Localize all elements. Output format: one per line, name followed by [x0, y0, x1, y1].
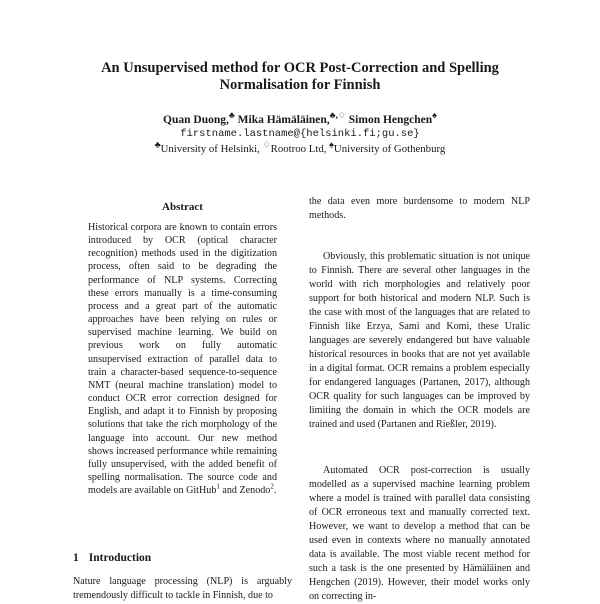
- footnote-marker: 2: [270, 482, 274, 491]
- spade-mark: ♠: [432, 110, 437, 121]
- affiliations: [60, 139, 540, 156]
- diamond-mark: ♢: [262, 139, 271, 150]
- section-number: 1: [73, 552, 79, 564]
- right-column-paragraph: Automated OCR post-correction is usually modelled as a supervised machine learning problem where a model is trained with parallel data consisting of OCR erroneous text and manually corrected text. However, we want to develop a method that can be used even in contexts where no manually annotated data is available. The most viable recent method for such a task is the one presented by Hämäläinen and Hengchen (2019). However, their model works only on correcting in-: [309, 465, 530, 602]
- author-name: Quan Duong,: [163, 114, 229, 126]
- author-email: firstname.lastname@{helsinki.fi;gu.se}: [180, 128, 420, 140]
- section-heading: [73, 552, 283, 564]
- author-list: [60, 110, 540, 127]
- right-column-continuation: the data even more burdensome to modern NLP methods.: [309, 196, 530, 221]
- club-mark: ♣: [154, 139, 161, 150]
- abstract-text-end: .: [273, 485, 277, 497]
- author-name: Simon Hengchen: [348, 114, 433, 126]
- club-mark: ♣: [228, 110, 235, 121]
- abstract-body: [88, 221, 277, 497]
- author-name: Mika Hämäläinen,: [237, 114, 330, 126]
- section-title: Introduction: [88, 552, 152, 564]
- abstract-heading: Abstract: [162, 201, 203, 213]
- intro-paragraph: Nature language processing (NLP) is arguably tremendously difficult to tackle in Finnish, due to: [73, 576, 292, 601]
- affiliation: Rootroo Ltd,: [270, 143, 330, 155]
- club-diamond-mark: ♣,♢: [329, 110, 346, 121]
- footnote-marker: 1: [216, 482, 220, 491]
- right-column-paragraph: Obviously, this problematic situation is not unique to Finnish. There are several other languages in the world with rich morphologies and relatively poor support for both historical and modern NLP. Such is the case with most of the languages that are related to Finnish like Erzya, Sami and Komi, these Uralic languages are severely endangered but have valuable historical resources in books that are not yet available in a digital format. OCR remains a problem especially for endangered languages (Partanen, 2017), although OCR quality for such languages can be improved by limiting the domain in which the OCR models are trained and used (Partanen and Rießler, 2019).: [309, 251, 530, 430]
- abstract-text: Historical corpora are known to contain errors introduced by OCR (optical character recognition) methods used in the digitization process, often said to be degrading the performance of NLP systems. Correcting these errors manually is a time-consuming process and a great part of the automatic approaches have been relying on rules or supervised machine learning. We build on previous work on fully automatic unsupervised extraction of parallel data to train a character-based sequence-to-sequence NMT (neural machine translation) model to conduct OCR error correction designed for English, and adapt it to Finnish by proposing solutions that take the rich morphology of the language into account. Our new method shows increased performance while remaining fully unsupervised, with the added benefit of spelling normalisation. The source code and models are available on GitHub: [88, 222, 277, 497]
- affiliation: University of Gothenburg: [333, 143, 446, 155]
- abstract-text-tail: and Zenodo: [219, 485, 271, 497]
- spade-mark: ♠: [329, 139, 334, 150]
- affiliation: University of Helsinki,: [160, 143, 263, 155]
- paper-title: An Unsupervised method for OCR Post-Correction and Spelling Normalisation for Finnish: [101, 60, 499, 93]
